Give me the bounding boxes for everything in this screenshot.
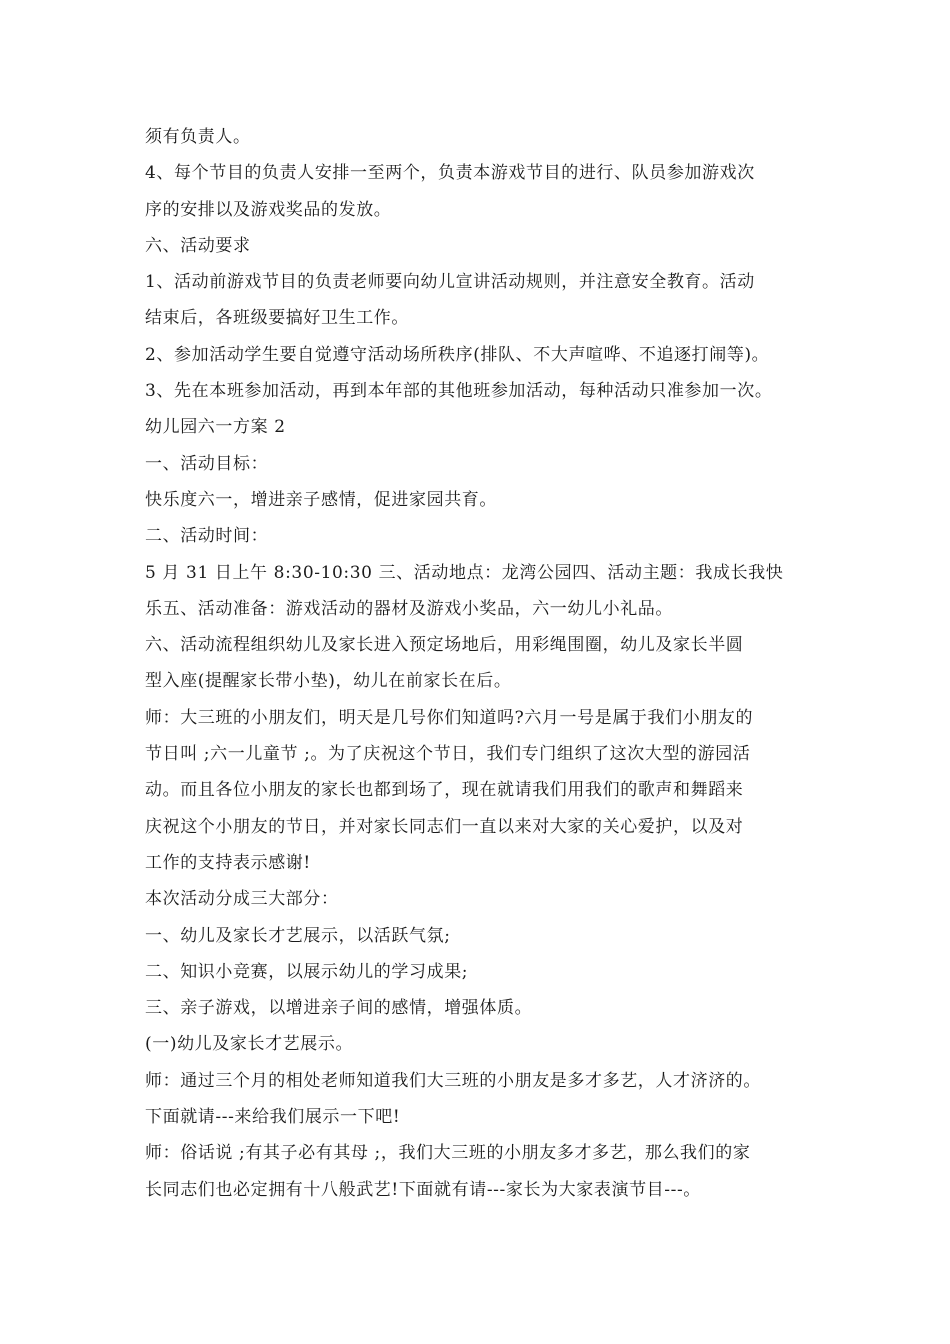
text-line: 二、知识小竞赛，以展示幼儿的学习成果; — [145, 961, 469, 982]
text-line: 5 月 31 日上午 8:30-10:30 三、活动地点：龙湾公园四、活动主题：我成长我快 — [145, 562, 784, 583]
text-line: 须有负责人。 — [145, 127, 251, 147]
text-line: 长同志们也必定拥有十八般武艺!下面就有请---家长为大家表演节目---。 — [145, 1179, 701, 1200]
text-line: 乐五、活动准备：游戏活动的器材及游戏小奖品，六一幼儿小礼品。 — [145, 598, 673, 619]
text-line: 动。而且各位小朋友的家长也都到场了，现在就请我们用我们的歌声和舞蹈来 — [145, 780, 744, 801]
text-line: 师：俗话说 ;有其子必有其母 ;，我们大三班的小朋友多才多艺，那么我们的家 — [145, 1143, 751, 1164]
text-line: 节日叫 ;六一儿童节 ;。为了庆祝这个节日，我们专门组织了这次大型的游园活 — [145, 744, 751, 765]
document-body — [145, 119, 825, 1208]
text-line: 一、幼儿及家长才艺展示，以活跃气氛; — [145, 925, 451, 946]
text-line: 2、参加活动学生要自觉遵守活动场所秩序(排队、不大声喧哗、不追逐打闹等)。 — [145, 344, 770, 365]
section-heading: 一、活动目标： — [145, 453, 269, 474]
section-heading: 六、活动要求 — [145, 235, 251, 256]
text-line: 4、每个节目的负责人安排一至两个，负责本游戏节目的进行、队员参加游戏次 — [145, 163, 755, 184]
section-heading: 二、活动时间： — [145, 526, 269, 547]
text-line: 六、活动流程组织幼儿及家长进入预定场地后，用彩绳围圈，幼儿及家长半圆 — [145, 635, 744, 656]
text-line: 三、亲子游戏，以增进亲子间的感情，增强体质。 — [145, 998, 533, 1019]
text-line: 工作的支持表示感谢! — [145, 852, 311, 873]
text-line: 师：大三班的小朋友们，明天是几号你们知道吗?六月一号是属于我们小朋友的 — [145, 707, 754, 728]
text-line: 结束后，各班级要搞好卫生工作。 — [145, 308, 409, 329]
text-line: (一)幼儿及家长才艺展示。 — [145, 1034, 354, 1055]
text-line: 庆祝这个小朋友的节日，并对家长同志们一直以来对大家的关心爱护，以及对 — [145, 816, 744, 837]
text-line: 3、先在本班参加活动，再到本年部的其他班参加活动，每种活动只准参加一次。 — [145, 381, 773, 402]
text-line: 下面就请---来给我们展示一下吧! — [145, 1107, 401, 1128]
text-line: 师：通过三个月的相处老师知道我们大三班的小朋友是多才多艺，人才济济的。 — [145, 1070, 761, 1091]
text-line: 1、活动前游戏节目的负责老师要向幼儿宣讲活动规则，并注意安全教育。活动 — [145, 272, 755, 293]
text-line: 本次活动分成三大部分： — [145, 889, 339, 910]
text-line: 序的安排以及游戏奖品的发放。 — [145, 199, 392, 220]
text-line: 型入座(提醒家长带小垫)，幼儿在前家长在后。 — [145, 671, 512, 692]
document-title: 幼儿园六一方案 2 — [145, 417, 286, 438]
text-line: 快乐度六一，增进亲子感情，促进家园共育。 — [145, 489, 497, 510]
